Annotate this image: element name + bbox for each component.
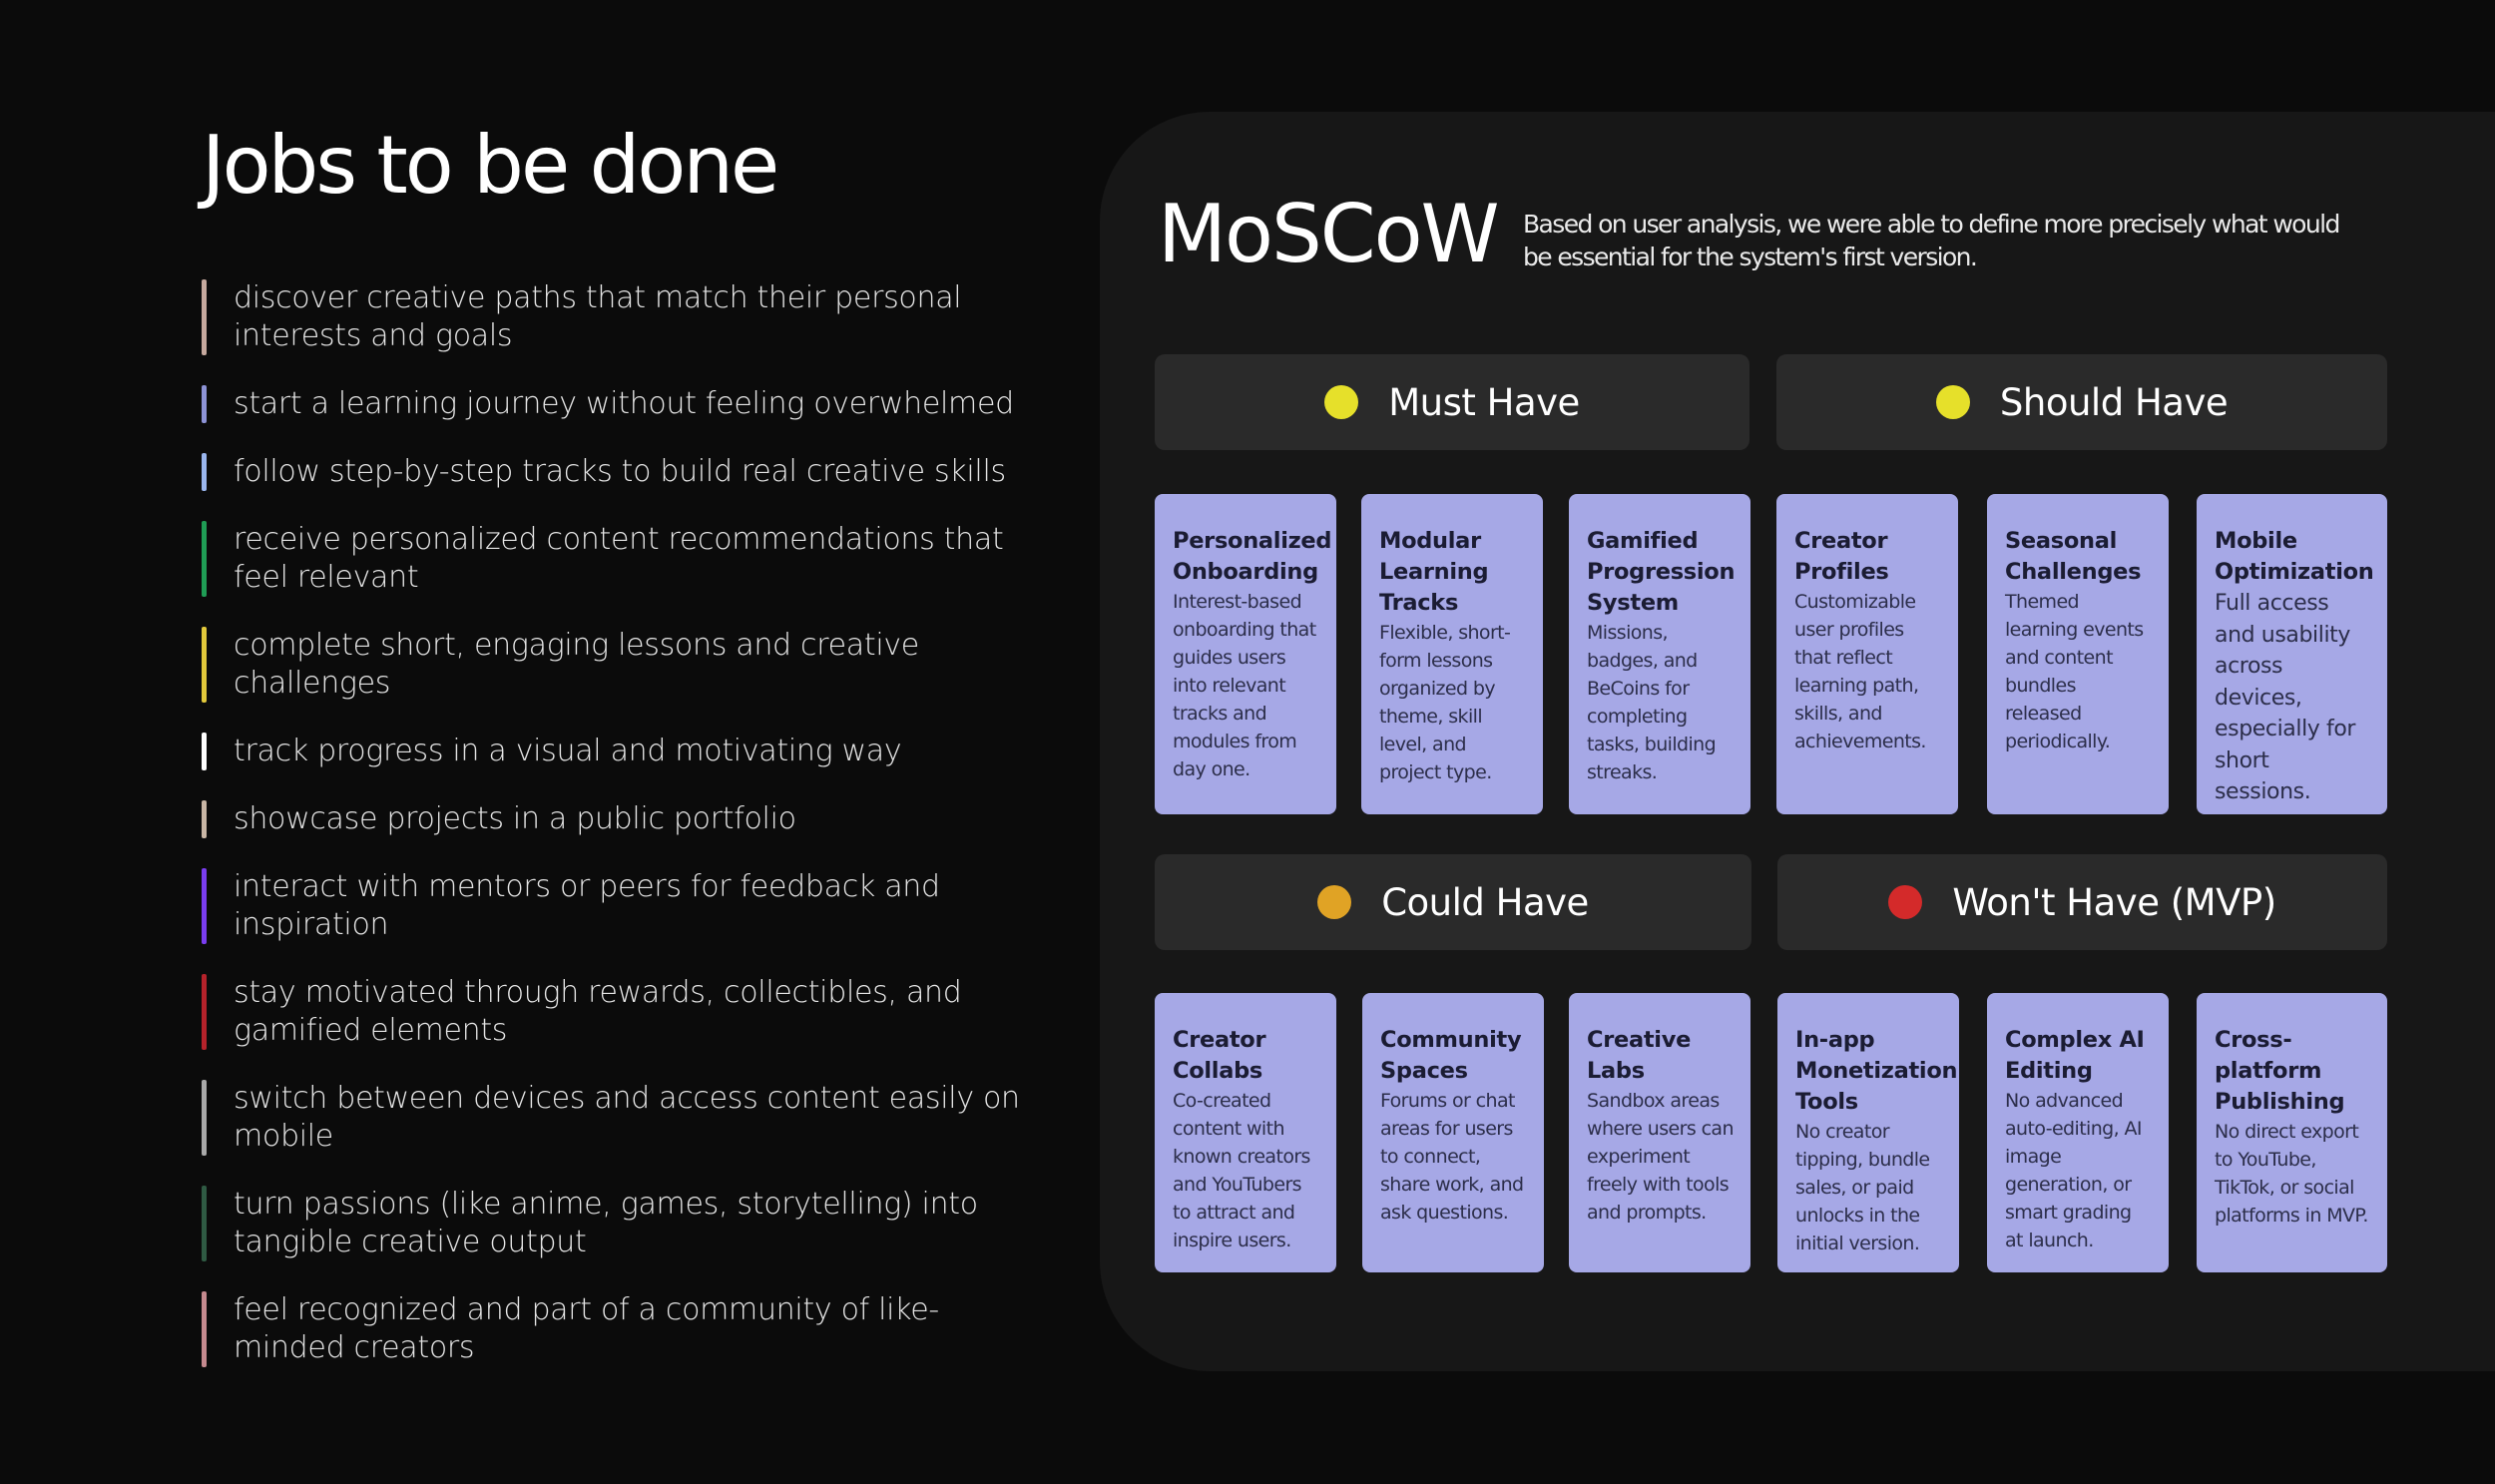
feature-card bbox=[1362, 993, 1544, 1272]
feature-card-description: Missions, badges, and BeCoins for completing tasks, building streaks. bbox=[1587, 622, 1717, 783]
job-color-bar bbox=[202, 453, 207, 491]
category-label: Must Have bbox=[1388, 380, 1580, 424]
feature-card-title: Seasonal Challenges bbox=[2005, 528, 2142, 585]
feature-card-description: Co-created content with known creators and YouTubers to attract and inspire users. bbox=[1173, 1090, 1310, 1251]
feature-card bbox=[1155, 494, 1336, 814]
job-item bbox=[202, 1080, 1020, 1156]
feature-card bbox=[1987, 494, 2169, 814]
job-text: receive personalized content recommendations that feel relevant bbox=[234, 522, 1004, 595]
moscow-title: MoSCoW bbox=[1158, 188, 1498, 280]
job-color-bar bbox=[202, 800, 207, 838]
feature-card-title: Creative Labs bbox=[1587, 1027, 1692, 1084]
job-item bbox=[202, 868, 1020, 944]
job-text: interact with mentors or peers for feedback and inspiration bbox=[234, 869, 940, 942]
feature-card-title: In-app Monetization Tools bbox=[1795, 1027, 1958, 1115]
job-item bbox=[202, 1291, 1020, 1367]
feature-card-description: Forums or chat areas for users to connect, share work, and ask questions. bbox=[1380, 1090, 1524, 1224]
job-color-bar bbox=[202, 974, 207, 1050]
feature-card bbox=[1569, 494, 1750, 814]
category-label: Could Have bbox=[1381, 880, 1589, 924]
must-have-dot-icon bbox=[1324, 385, 1358, 419]
feature-card bbox=[1569, 993, 1750, 1272]
job-text: discover creative paths that match their personal interests and goals bbox=[234, 280, 962, 353]
feature-card-title: Modular Learning Tracks bbox=[1379, 528, 1489, 616]
feature-card-description: No direct export to YouTube, TikTok, or social platforms in MVP. bbox=[2215, 1121, 2368, 1227]
feature-card-title: Community Spaces bbox=[1380, 1027, 1522, 1084]
job-color-bar bbox=[202, 385, 207, 423]
jobs-list bbox=[202, 279, 1020, 1397]
job-color-bar bbox=[202, 1186, 207, 1261]
job-text: start a learning journey without feeling overwhelmed bbox=[234, 386, 1014, 421]
feature-card-title: Mobile Optimization bbox=[2215, 528, 2374, 585]
moscow-description: Based on user analysis, we were able to define more precisely what would be essential for the system's first version. bbox=[1523, 210, 2339, 271]
category-wont-have bbox=[1777, 854, 2387, 950]
job-color-bar bbox=[202, 733, 207, 770]
feature-card-description: Customizable user profiles that reflect learning path, skills, and achievements. bbox=[1794, 591, 1926, 752]
category-should-have bbox=[1776, 354, 2387, 450]
job-text: feel recognized and part of a community of like-minded creators bbox=[234, 1292, 939, 1365]
job-item bbox=[202, 279, 1020, 355]
feature-card bbox=[2197, 494, 2387, 814]
feature-card-description: No advanced auto-editing, AI image generation, or smart grading at launch. bbox=[2005, 1090, 2142, 1251]
feature-card bbox=[1987, 993, 2169, 1272]
job-item bbox=[202, 974, 1020, 1050]
job-item bbox=[202, 627, 1020, 703]
category-label: Won't Have (MVP) bbox=[1952, 880, 2276, 924]
job-item bbox=[202, 800, 1020, 838]
feature-card bbox=[1361, 494, 1543, 814]
job-color-bar bbox=[202, 279, 207, 355]
job-color-bar bbox=[202, 1291, 207, 1367]
feature-card bbox=[1776, 494, 1958, 814]
wont-have-dot-icon bbox=[1888, 885, 1922, 919]
job-text: turn passions (like anime, games, storytelling) into tangible creative output bbox=[234, 1187, 978, 1259]
job-item bbox=[202, 385, 1020, 423]
job-color-bar bbox=[202, 521, 207, 597]
job-text: follow step-by-step tracks to build real creative skills bbox=[234, 454, 1006, 489]
feature-card-description: Themed learning events and content bundles released periodically. bbox=[2005, 591, 2144, 752]
could-have-dot-icon bbox=[1317, 885, 1351, 919]
category-could-have bbox=[1155, 854, 1751, 950]
category-label: Should Have bbox=[1999, 380, 2229, 424]
feature-card-title: Cross-platform Publishing bbox=[2215, 1027, 2345, 1115]
job-color-bar bbox=[202, 627, 207, 703]
job-item bbox=[202, 521, 1020, 597]
jobs-title: Jobs to be done bbox=[202, 119, 777, 212]
feature-card-description: No creator tipping, bundle sales, or paid unlocks in the initial version. bbox=[1795, 1121, 1930, 1254]
job-text: switch between devices and access content easily on mobile bbox=[234, 1081, 1020, 1154]
feature-card bbox=[2197, 993, 2387, 1272]
job-text: complete short, engaging lessons and creative challenges bbox=[234, 628, 919, 701]
job-color-bar bbox=[202, 1080, 207, 1156]
feature-card-description: Sandbox areas where users can experiment freely with tools and prompts. bbox=[1587, 1090, 1734, 1224]
job-item bbox=[202, 453, 1020, 491]
feature-card bbox=[1777, 993, 1959, 1272]
category-must-have bbox=[1155, 354, 1749, 450]
job-text: stay motivated through rewards, collectibles, and gamified elements bbox=[234, 975, 962, 1048]
job-item bbox=[202, 1186, 1020, 1261]
feature-card-title: Gamified Progression System bbox=[1587, 528, 1736, 616]
feature-card-title: Creator Profiles bbox=[1794, 528, 1889, 585]
job-item bbox=[202, 733, 1020, 770]
should-have-dot-icon bbox=[1936, 385, 1970, 419]
feature-card-description: Full access and usability across devices, especially for short sessions. bbox=[2215, 591, 2356, 804]
job-text: track progress in a visual and motivating way bbox=[234, 734, 902, 768]
feature-card-title: Creator Collabs bbox=[1173, 1027, 1266, 1084]
feature-card-description: Flexible, short-form lessons organized by theme, skill level, and project type. bbox=[1379, 622, 1511, 783]
feature-card-description: Interest-based onboarding that guides users into relevant tracks and modules from day one. bbox=[1173, 591, 1316, 780]
feature-card bbox=[1155, 993, 1336, 1272]
job-text: showcase projects in a public portfolio bbox=[234, 801, 796, 836]
feature-card-title: Personalized Onboarding bbox=[1173, 528, 1332, 585]
feature-card-title: Complex AI Editing bbox=[2005, 1027, 2145, 1084]
job-color-bar bbox=[202, 868, 207, 944]
